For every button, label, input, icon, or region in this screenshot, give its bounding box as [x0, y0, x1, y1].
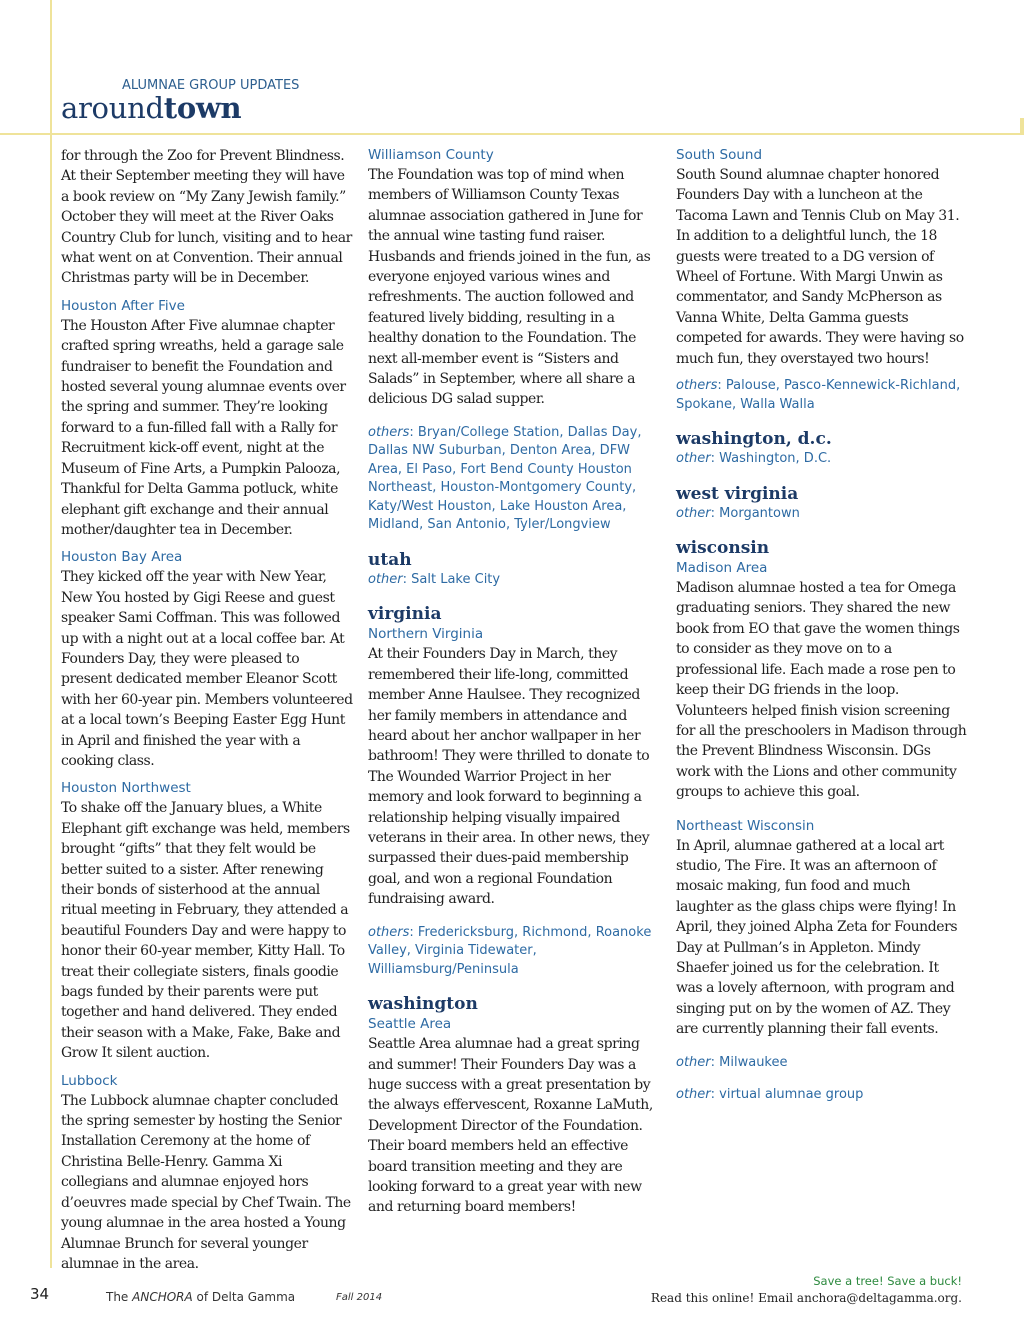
others-list	[368, 924, 662, 980]
others-text: : Palouse, Pasco-Kennewick-Richland, Spokane, Walla Walla	[676, 378, 961, 412]
others-list	[676, 1086, 968, 1105]
state-heading: virginia	[368, 604, 442, 625]
state-heading: wisconsin	[676, 538, 770, 559]
page-title	[61, 91, 241, 125]
chapter-text: At their Founders Day in March, they remembered their life-long, committed member Anne Haulsee. They recognized her family members in attendance and heard about her anchor wallpaper in her bathroom! They were thrilled to donate to The Wounded Warrior Project in her memory and look forward to beginning a relationship helping visually impaired veterans in their area. In other news, they surpassed their dues-paid membership goal, and won a regional Foundation fundraising award.	[368, 646, 650, 908]
others-list	[368, 424, 662, 535]
chapter-title: Northern Virginia	[368, 626, 484, 643]
column-3	[676, 146, 968, 1119]
others-list	[676, 505, 968, 524]
others-list	[676, 377, 968, 414]
corner-mark	[1020, 118, 1024, 134]
chapter-title: Houston Bay Area	[61, 549, 183, 566]
others-label: other	[676, 1054, 711, 1070]
others-text: : Salt Lake City	[402, 571, 501, 587]
others-list	[368, 571, 662, 590]
chapter-text: In April, alumnae gathered at a local art studio, The Fire. It was an afternoon of mosaic making, fun food and much laughter as the glass chips were flying! In April, they joined Alpha Zeta for Founders Day at Pullman’s in Appleton. Mindy Shaefer joined us for the celebration. It was a lovely afternoon, with program and singing put on by the women of AZ. They are currently planning their fall events.	[676, 837, 958, 1038]
others-text: : Morgantown	[710, 505, 800, 521]
others-list	[676, 450, 968, 469]
vertical-rule	[50, 0, 52, 1268]
others-text: : Fredericksburg, Richmond, Roanoke Valley, Virginia Tidewater, Williamsburg/Peninsula	[368, 924, 652, 977]
chapter-title: Madison Area	[676, 560, 768, 577]
column-1	[61, 146, 353, 1282]
others-label: other	[676, 451, 711, 467]
others-text: : virtual alumnae group	[710, 1087, 864, 1103]
read-online-note: Read this online! Email anchora@deltagamma.org.	[650, 1291, 962, 1305]
save-tree-note: Save a tree! Save a buck!	[813, 1274, 962, 1288]
others-label: others	[368, 424, 410, 440]
others-label: other	[676, 1087, 711, 1103]
chapter-text: They kicked off the year with New Year, New You hosted by Gigi Reese and guest speaker Sami Coffman. This was followed up with a night out at a local coffee bar. At Founders Day, they were pleased to present dedicated member Eleanor Scott with her 60-year pin. Members volunteered at a local town’s Beeping Easter Egg Hunt in April and finished the year with a cooking class.	[61, 569, 353, 769]
chapter-text: The Houston After Five alumnae chapter crafted spring wreaths, held a garage sale fundraiser to benefit the Foundation and hosted several young alumnae events over the spring and summer. They’re looking forward to a fun-filled fall with a Rally for Recruitment kick-off event, night at the Museum of Fine Arts, a Pumpkin Palooza, Thankful for Delta Gamma potluck, white elephant gift exchange and their annual mother/daughter tea in December.	[61, 317, 346, 538]
state-heading: west virginia	[676, 483, 799, 504]
chapter-text: Seattle Area alumnae had a great spring and summer! Their Founders Day was a huge success with a great presentation by the always effervescent, Roxanne LaMuth, Development Director of the Foundation. Their board members held an effective board transition meeting and they are looking forward to a great year with new and returning board members!	[368, 1036, 653, 1216]
others-text: : Milwaukee	[710, 1054, 788, 1070]
state-heading: utah	[368, 549, 412, 570]
title-light: around	[61, 91, 164, 125]
chapter-text: South Sound alumnae chapter honored Founders Day with a luncheon at the Tacoma Lawn and Tennis Club on May 31. In addition to a delightful lunch, the 18 guests were treated to a DG version of Wheel of Fortune. With Margi Unwin as commentator, and Sandy McPherson as Vanna White, Delta Gamma guests competed for awards. They were having so much fun, they overstayed two hours!	[676, 167, 964, 367]
chapter-text: To shake off the January blues, a White Elephant gift exchange was held, members brought “gifts” that they felt would be better suited to a sister. After renewing their bonds of sisterhood at the annual ritual meeting in February, they attended a beautiful Founders Day and were happy to honor their 60-year member, Kitty Hall. To treat their collegiate sisters, finals goodie bags funded by their parents were put together and hand delivered. They ended their season with a Make, Fake, Bake and Grow It silent auction.	[61, 800, 350, 1062]
chapter-title: Seattle Area	[368, 1016, 452, 1033]
others-list	[676, 1054, 968, 1073]
column-2	[368, 146, 662, 1226]
chapter-text: The Lubbock alumnae chapter concluded the spring semester by hosting the Senior Installation Ceremony at the home of Christina Belle-Henry. Gamma Xi collegians and alumnae enjoyed hors d’oeuvres made special by Chef Twain. The young alumnae in the area hosted a Young Alumnae Brunch for several younger alumnae in the area.	[61, 1092, 351, 1272]
mag-title: ANCHORA	[132, 1290, 193, 1304]
mag-pre: The	[106, 1290, 133, 1304]
chapter-text: Madison alumnae hosted a tea for Omega graduating seniors. They shared the new book from EO that gave the women things to consider as they move on to a professional life. Each made a rose pen to keep their DG friends in the loop. Volunteers helped finish vision screening for all the preschoolers in Madison through the Prevent Blindness Wisconsin. DGs work with the Lions and other community groups to achieve this goal.	[676, 580, 967, 801]
chapter-title: Lubbock	[61, 1072, 118, 1089]
others-label: others	[368, 924, 410, 940]
chapter-title: Houston Northwest	[61, 780, 191, 797]
title-bold: town	[163, 91, 242, 125]
others-label: other	[368, 571, 403, 587]
chapter-title: South Sound	[676, 147, 763, 163]
issue-label: Fall 2014	[336, 1292, 383, 1303]
state-heading: washington	[368, 994, 478, 1015]
others-text: : Washington, D.C.	[710, 451, 832, 467]
section-kicker: ALUMNAE GROUP UPDATES	[122, 78, 300, 93]
chapter-text: The Foundation was top of mind when members of Williamson County Texas alumnae association gathered in June for the annual wine tasting fund raiser. Husbands and friends joined in the fun, as everyone enjoyed various wines and refreshments. The auction followed and featured lively bidding, resulting in a healthy donation to the Foundation. The next all-member event is “Sisters and Salads” in September, where all share a delicious DG salad supper.	[368, 167, 651, 408]
chapter-title: Houston After Five	[61, 297, 185, 314]
chapter-title: Northeast Wisconsin	[676, 817, 815, 834]
horizontal-rule	[0, 133, 1024, 135]
page-number: 34	[30, 1285, 50, 1303]
others-text: : Bryan/College Station, Dallas Day, Dallas NW Suburban, Denton Area, DFW Area, El Paso, Fort Bend County Houston Northeast, Houston-Montgomery County, Katy/West Houston, Lake Houston Area, Midland, San Antonio, Tyler/Longview	[368, 424, 642, 533]
others-label: others	[676, 378, 718, 394]
mag-post: of Delta Gamma	[192, 1290, 296, 1304]
article-continued: for through the Zoo for Prevent Blindness. At their September meeting they will have a book review on “My Zany Jewish family.” October they will meet at the River Oaks Country Club for lunch, visiting and to hear what went on at Convention. Their annual Christmas party will be in December.	[61, 148, 352, 287]
state-heading: washington, d.c.	[676, 429, 832, 450]
chapter-title: Williamson County	[368, 147, 494, 163]
magazine-name	[106, 1290, 295, 1304]
others-label: other	[676, 505, 711, 521]
